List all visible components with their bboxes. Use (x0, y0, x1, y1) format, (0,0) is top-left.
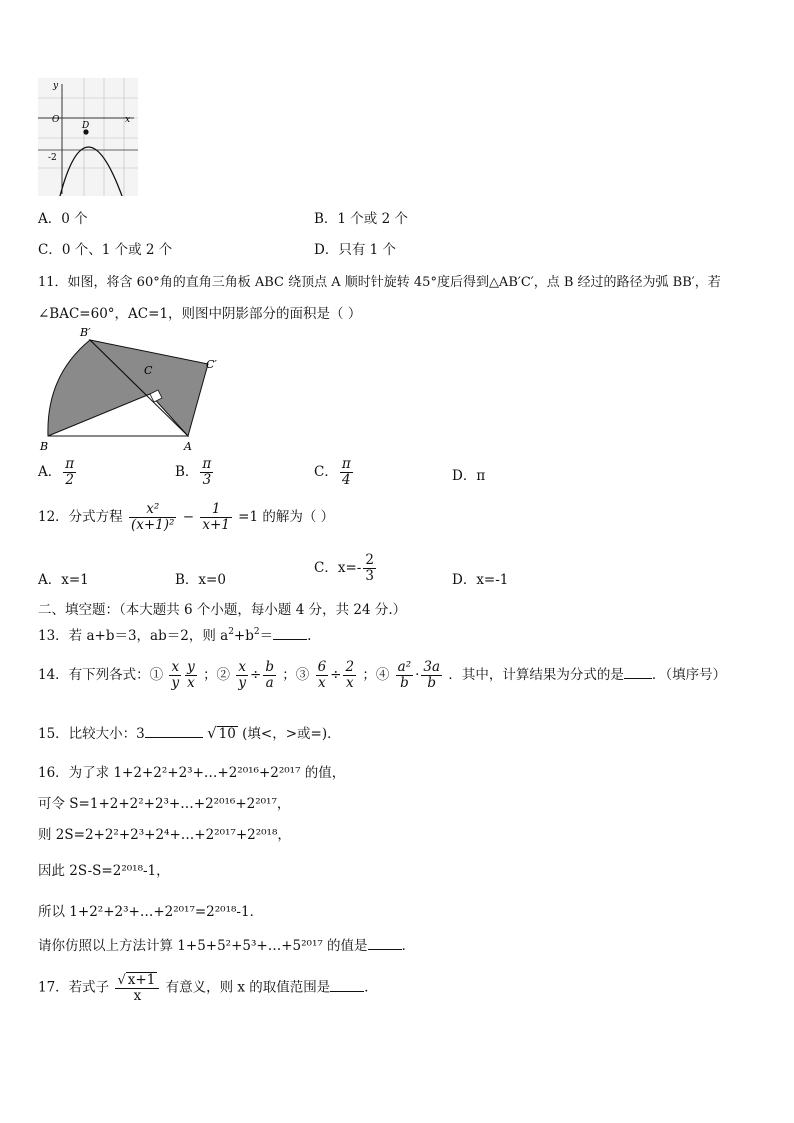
q16-line-5: 所以 1+2²+2³+…+2²⁰¹⁷=2²⁰¹⁸-1． (38, 904, 264, 920)
q10-option-b: B．1 个或 2 个 (314, 211, 408, 227)
q17: 17．若式子 $\frac{√ x+1}{x}$ 有意义，则 x 的取值范围是 ． (38, 972, 378, 1004)
q16-line-2: 可令 S=1+2+2²+2³+…+2²⁰¹⁶+2²⁰¹⁷， (38, 796, 291, 812)
tick-label: -2 (48, 153, 57, 163)
q11-option-b: B． $\frac{\pi}{3}$ (175, 456, 212, 488)
label-b: B (40, 440, 49, 452)
q16-line-6: 请你仿照以上方法计算 1+5+5²+5³+…+5²⁰¹⁷ 的值是 ． (38, 938, 416, 954)
q11-option-c: C． $\frac{\pi}{4}$ (314, 456, 351, 488)
q10-option-a: A．0 个 (38, 211, 88, 227)
y-axis-label: y (53, 81, 59, 91)
q16-line-3: 则 2S=2+2²+2³+2⁴+…+2²⁰¹⁷+2²⁰¹⁸， (38, 827, 291, 843)
label-a: A (184, 440, 192, 452)
q10-option-c: C．0 个、1 个或 2 个 (38, 242, 173, 258)
parabola-graph (38, 78, 138, 196)
vertex-label: D (82, 121, 90, 131)
q12-option-d: D．x=-1 (452, 572, 509, 588)
q15: 15．比较大小：3 √ 10 (填<，>或=)． (38, 724, 341, 742)
label-b-prime: B′ (80, 326, 91, 339)
q11-line-1: 11．如图，将含 60°角的直角三角板 ABC 绕顶点 A 顺时针旋转 45°度后得到△AB′C′，点 B 经过的路径为弧 BB′，若 (38, 275, 721, 290)
q12-option-a: A．x=1 (38, 572, 89, 588)
q11-line-2: ∠BAC=60°，AC=1，则图中阴影部分的面积是（ ） (38, 306, 362, 322)
x-axis-label: x (125, 115, 131, 125)
q12-option-c: C．x=- $\frac{2}{3}$ (314, 552, 374, 584)
label-c: C (144, 364, 153, 377)
q12-equation: 12．分式方程 $\frac{\text{x²}}{\text{(x+1)²}}$ − $\frac{1}{x+1}$ =1 的解为（ ） (38, 501, 335, 533)
section-heading: 二、填空题：（本大题共 6 个小题，每小题 4 分，共 24 分.） (38, 602, 407, 618)
q12-option-b: B．x=0 (175, 572, 226, 588)
origin-label: O (52, 115, 60, 125)
label-c-prime: C′ (206, 358, 217, 371)
q13: 13．若 a+b＝3，ab＝2，则 $a^2+b^2=$ . (38, 627, 312, 644)
q11-rotation-figure (36, 324, 226, 452)
q11-option-d: D．π (452, 468, 486, 484)
q16-line-1: 16．为了求 1+2+2²+2³+…+2²⁰¹⁶+2²⁰¹⁷ 的值， (38, 765, 346, 781)
q16-line-4: 因此 2S-S=2²⁰¹⁸-1， (38, 863, 170, 879)
q10-option-d: D．只有 1 个 (314, 242, 396, 258)
q14: 14．有下列各式：① $\frac{x}{y}$ $\frac{y}{x}$ ；② $\frac{x}{y}$ ÷ $\frac{b}{a}$ ；③ $\frac{6}{x}$ ÷ $\frac{2}{x}$ ；④ $\frac{\text{a²}}{b}$ · $\frac{3a}{b}$ ．其中，计算结果为分式的是 ．（填序号） (38, 659, 727, 691)
q11-option-a: A． $\frac{\pi}{2}$ (38, 456, 75, 488)
